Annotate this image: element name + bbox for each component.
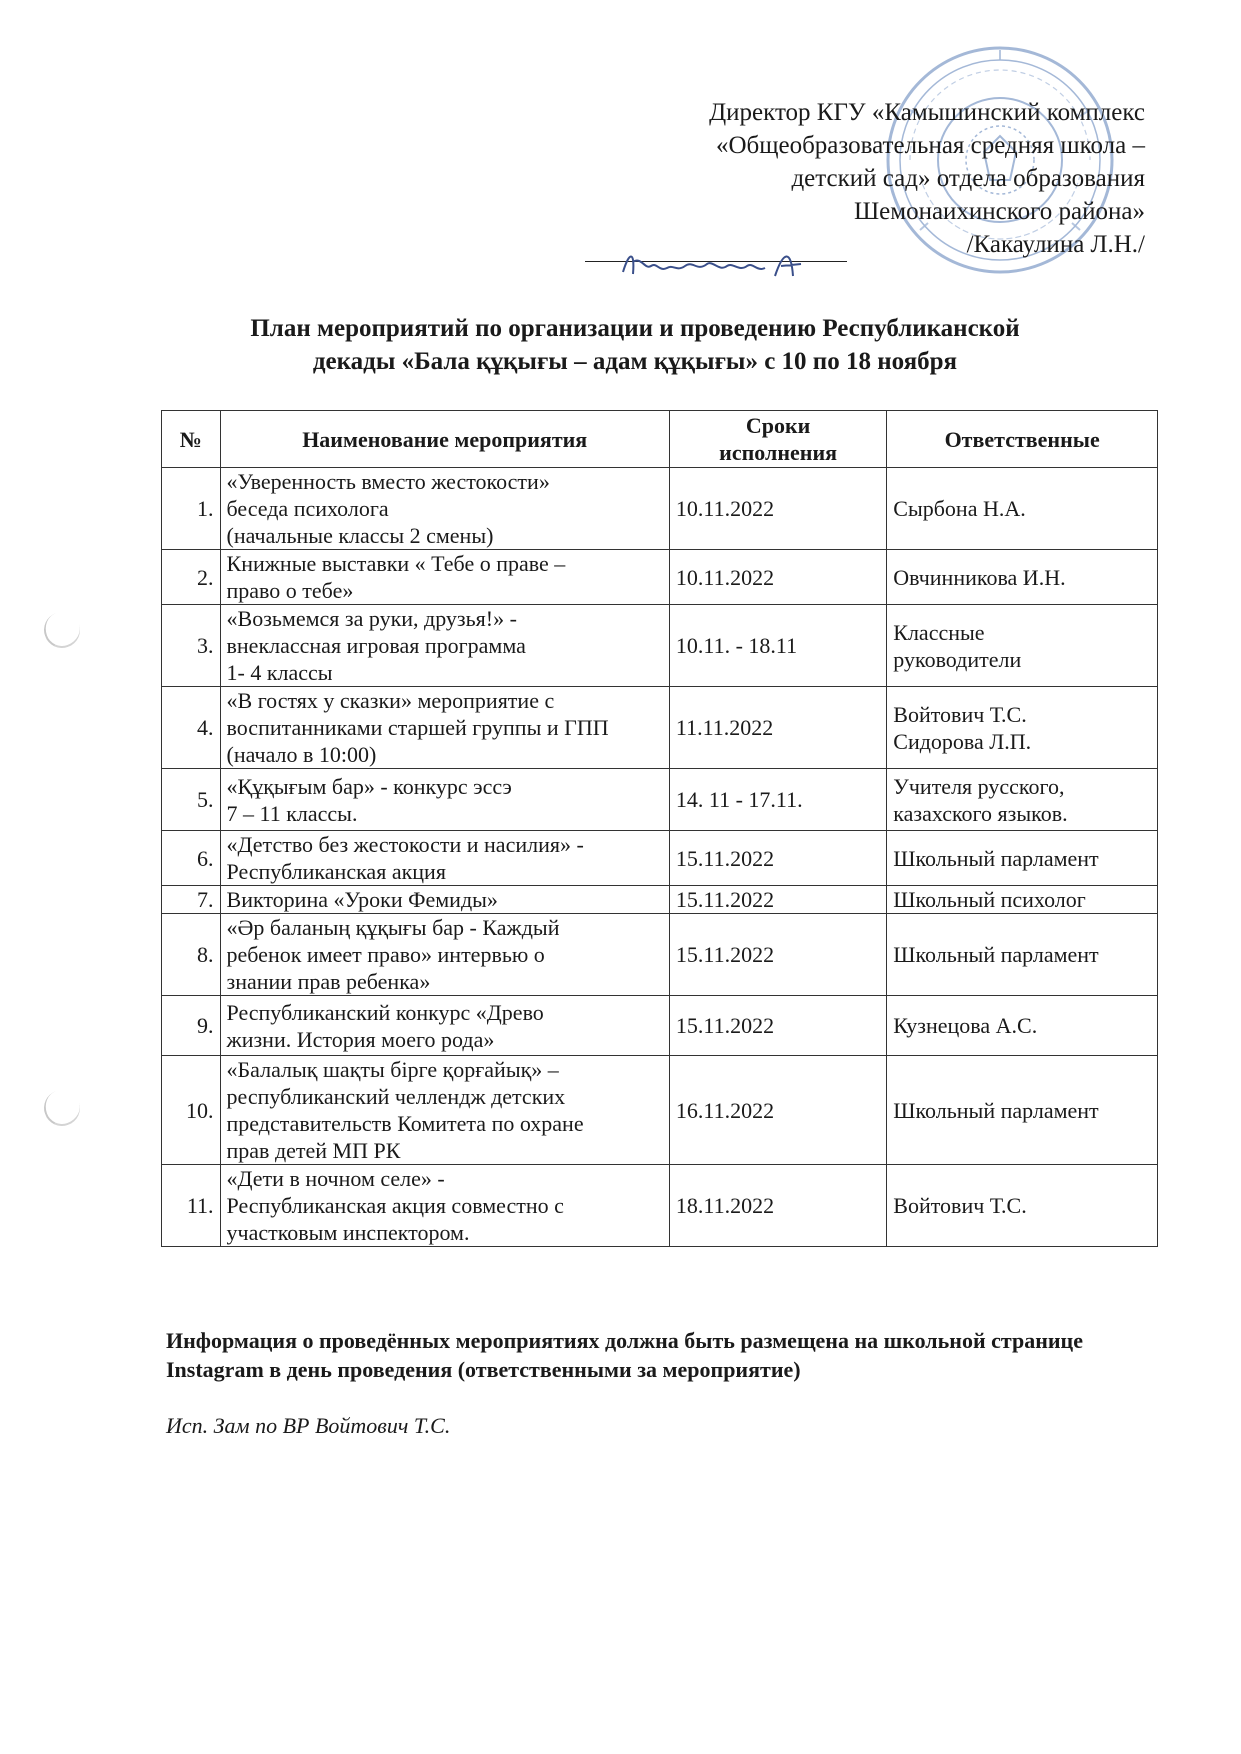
row-number: 10.	[162, 1056, 221, 1165]
table-row	[162, 769, 1158, 831]
approval-line: «Общеобразовательная средняя школа –	[715, 132, 1145, 159]
table-header-row	[162, 411, 1158, 468]
table-row	[162, 831, 1158, 886]
events-plan-table	[161, 410, 1158, 1247]
event-name: «В гостях у сказки» мероприятие с воспитанниками старшей группы и ГПП (начало в 10:00)	[220, 687, 669, 769]
table-row	[162, 886, 1158, 914]
event-name: «Әр баланың құқығы бар - Каждый ребенок имеет право» интервью о знании прав ребенка»	[220, 914, 669, 996]
responsible-person: Овчинникова И.Н.	[887, 550, 1158, 605]
row-number: 6.	[162, 831, 221, 886]
row-number: 11.	[162, 1165, 221, 1247]
event-date: 15.11.2022	[669, 886, 886, 914]
approval-line: Директор КГУ «Камышинский комплекс	[709, 99, 1145, 126]
responsible-person: Классные руководители	[887, 605, 1158, 687]
row-number: 9.	[162, 996, 221, 1056]
executor-line: Исп. Зам по ВР Войтович Т.С.	[166, 1413, 451, 1438]
table-row	[162, 550, 1158, 605]
table-row	[162, 1056, 1158, 1165]
responsible-person: Кузнецова А.С.	[887, 996, 1158, 1056]
header-dates: Сроки исполнения	[669, 411, 886, 468]
row-number: 5.	[162, 769, 221, 831]
event-date: 18.11.2022	[669, 1165, 886, 1247]
event-date: 15.11.2022	[669, 996, 886, 1056]
header-number: №	[162, 411, 221, 468]
table-row	[162, 996, 1158, 1056]
event-name: «Детство без жестокости и насилия» - Республиканская акция	[220, 831, 669, 886]
event-name: «Возьмемся за руки, друзья!» - внеклассная игровая программа 1- 4 классы	[220, 605, 669, 687]
event-date: 16.11.2022	[669, 1056, 886, 1165]
event-name: Викторина «Уроки Фемиды»	[220, 886, 669, 914]
note-instagram: Информация о проведённых мероприятиях должна быть размещена на школьной странице Instagram в день проведения (ответственными за мероприятие)	[166, 1328, 1083, 1382]
event-date: 10.11.2022	[669, 550, 886, 605]
approval-block	[585, 96, 1145, 264]
row-number: 3.	[162, 605, 221, 687]
event-date: 10.11.2022	[669, 468, 886, 550]
row-number: 4.	[162, 687, 221, 769]
responsible-person: Войтович Т.С.	[887, 1165, 1158, 1247]
punch-hole-mark	[39, 607, 85, 653]
signer-name: /Какаулина Л.Н./	[966, 231, 1145, 258]
title-line: План мероприятий по организации и проведению Республиканской	[250, 315, 1020, 342]
event-date: 15.11.2022	[669, 914, 886, 996]
responsible-person: Учителя русского, казахского языков.	[887, 769, 1158, 831]
row-number: 8.	[162, 914, 221, 996]
event-name: «Құқығым бар» - конкурс эссэ 7 – 11 классы.	[220, 769, 669, 831]
table-row	[162, 687, 1158, 769]
responsible-person: Школьный парламент	[887, 1056, 1158, 1165]
table-row	[162, 468, 1158, 550]
event-name: «Уверенность вместо жестокости» беседа психолога (начальные классы 2 смены)	[220, 468, 669, 550]
approval-line: Шемонаихинского района»	[853, 198, 1145, 225]
responsible-person: Школьный психолог	[887, 886, 1158, 914]
event-name: Республиканский конкурс «Древо жизни. История моего рода»	[220, 996, 669, 1056]
header-event-name: Наименование мероприятия	[220, 411, 669, 468]
row-number: 2.	[162, 550, 221, 605]
event-date: 10.11. - 18.11	[669, 605, 886, 687]
document-title	[150, 312, 1120, 378]
punch-hole-mark	[39, 1085, 85, 1131]
row-number: 7.	[162, 886, 221, 914]
header-responsible: Ответственные	[887, 411, 1158, 468]
event-name: «Дети в ночном селе» - Республиканская акция совместно с участковым инспектором.	[220, 1165, 669, 1247]
title-line: декады «Бала құқығы – адам құқығы» с 10 по 18 ноября	[312, 348, 958, 375]
table-row	[162, 605, 1158, 687]
table-row	[162, 914, 1158, 996]
responsible-person: Войтович Т.С. Сидорова Л.П.	[887, 687, 1158, 769]
handwritten-signature	[615, 242, 825, 294]
responsible-person: Школьный парламент	[887, 914, 1158, 996]
responsible-person: Сырбона Н.А.	[887, 468, 1158, 550]
responsible-person: Школьный парламент	[887, 831, 1158, 886]
approval-line: детский сад» отдела образования	[791, 165, 1145, 192]
signature-row	[585, 228, 1145, 264]
event-name: «Балалық шақты бірге қорғайық» – республиканский челлендж детских представительств Комитета по охране прав детей МП РК	[220, 1056, 669, 1165]
event-name: Книжные выставки « Тебе о праве – право о тебе»	[220, 550, 669, 605]
event-date: 14. 11 - 17.11.	[669, 769, 886, 831]
event-date: 11.11.2022	[669, 687, 886, 769]
row-number: 1.	[162, 468, 221, 550]
event-date: 15.11.2022	[669, 831, 886, 886]
table-row	[162, 1165, 1158, 1247]
